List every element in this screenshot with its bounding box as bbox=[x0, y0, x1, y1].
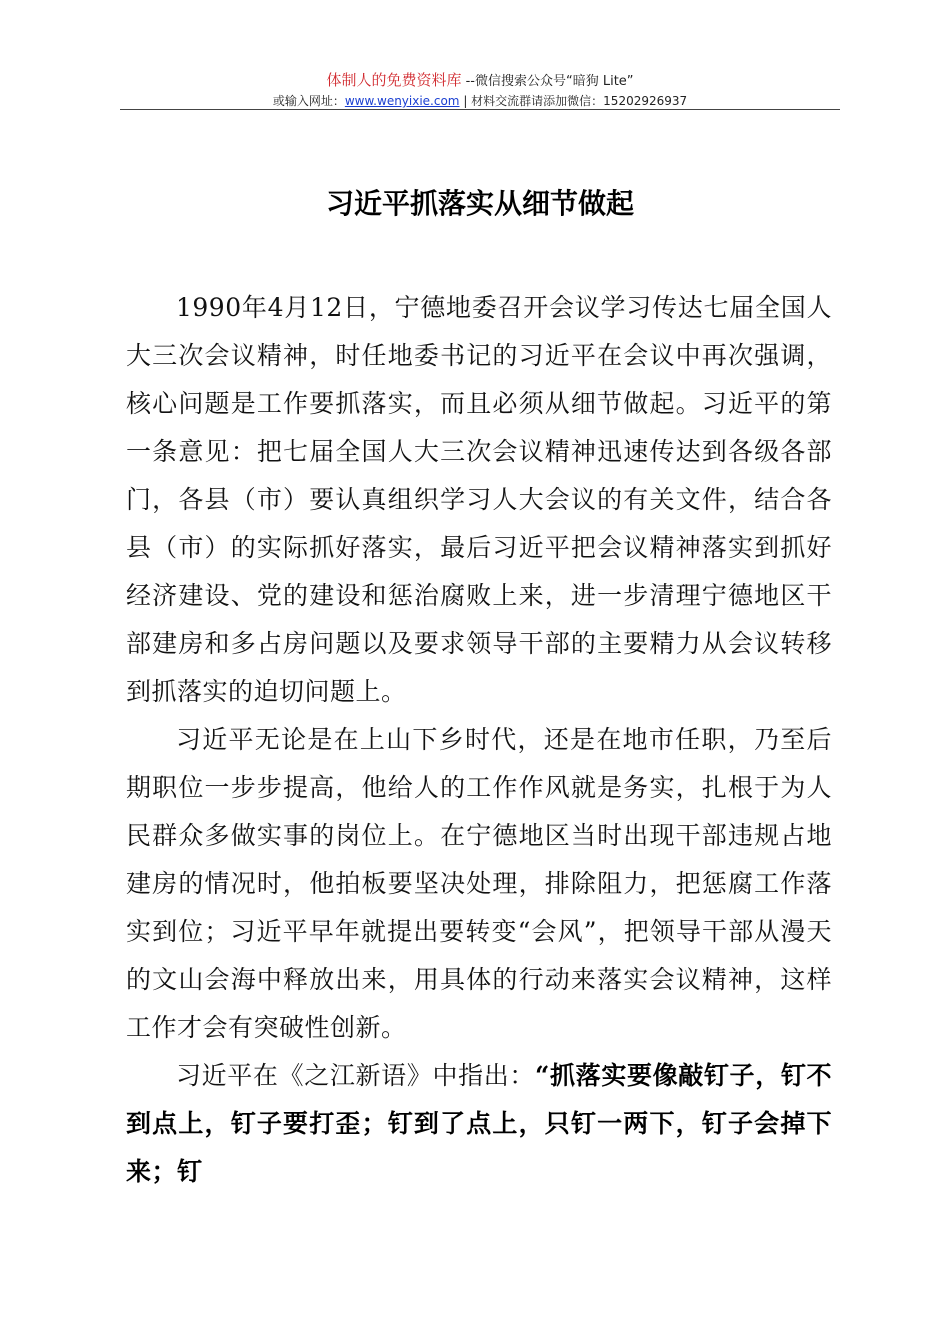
paragraph-1: 1990年4月12日，宁德地委召开会议学习传达七届全国人大三次会议精神，时任地委书记的习近平在会议中再次强调，核心问题是工作要抓落实，而且必须从细节做起。习近平的第一条意见：把七届全国人大三次会议精神迅速传达到各级各部门，各县（市）要认真组织学习人大会议的有关文件，结合各县（市）的实际抓好落实，最后习近平把会议精神落实到抓好经济建设、党的建设和惩治腐败上来，进一步清理宁德地区干部建房和多占房问题以及要求领导干部的主要精力从会议转移到抓落实的迫切问题上。 bbox=[126, 293, 832, 706]
header-brand: 体制人的免费资料库 bbox=[326, 71, 462, 89]
paragraph-3-lead: 习近平在《之江新语》中指出： bbox=[176, 1061, 536, 1090]
header-url-prefix: 或输入网址： bbox=[272, 94, 345, 108]
header-line-1 bbox=[120, 70, 840, 92]
header-subtitle: --微信搜索公众号“暗狗 Lite” bbox=[461, 74, 634, 89]
header-line-2 bbox=[120, 92, 840, 110]
page-title: 习近平抓落实从细节做起 bbox=[325, 187, 634, 220]
header-url-link[interactable]: www.wenyixie.com bbox=[344, 94, 460, 108]
paragraph-3 bbox=[126, 1052, 832, 1196]
document-body bbox=[126, 284, 832, 1196]
paragraph-3-quote: “抓落实要像敲钉子，钉不到点上，钉子要打歪；钉到了点上，只钉一两下，钉子会掉下来；钉 bbox=[126, 1061, 832, 1186]
header-contact: | 材料交流群请添加微信：15202926937 bbox=[459, 94, 688, 108]
paragraph-2: 习近平无论是在上山下乡时代，还是在地市任职，乃至后期职位一步步提高，他给人的工作作风就是务实，扎根于为人民群众多做实事的岗位上。在宁德地区当时出现干部违规占地建房的情况时，他拍板要坚决处理，排除阻力，把惩腐工作落实到位；习近平早年就提出要转变“会风”，把领导干部从漫天的文山会海中释放出来，用具体的行动来落实会议精神，这样工作才会有突破性创新。 bbox=[126, 725, 832, 1042]
page-header bbox=[120, 70, 840, 110]
header-divider bbox=[120, 109, 840, 110]
